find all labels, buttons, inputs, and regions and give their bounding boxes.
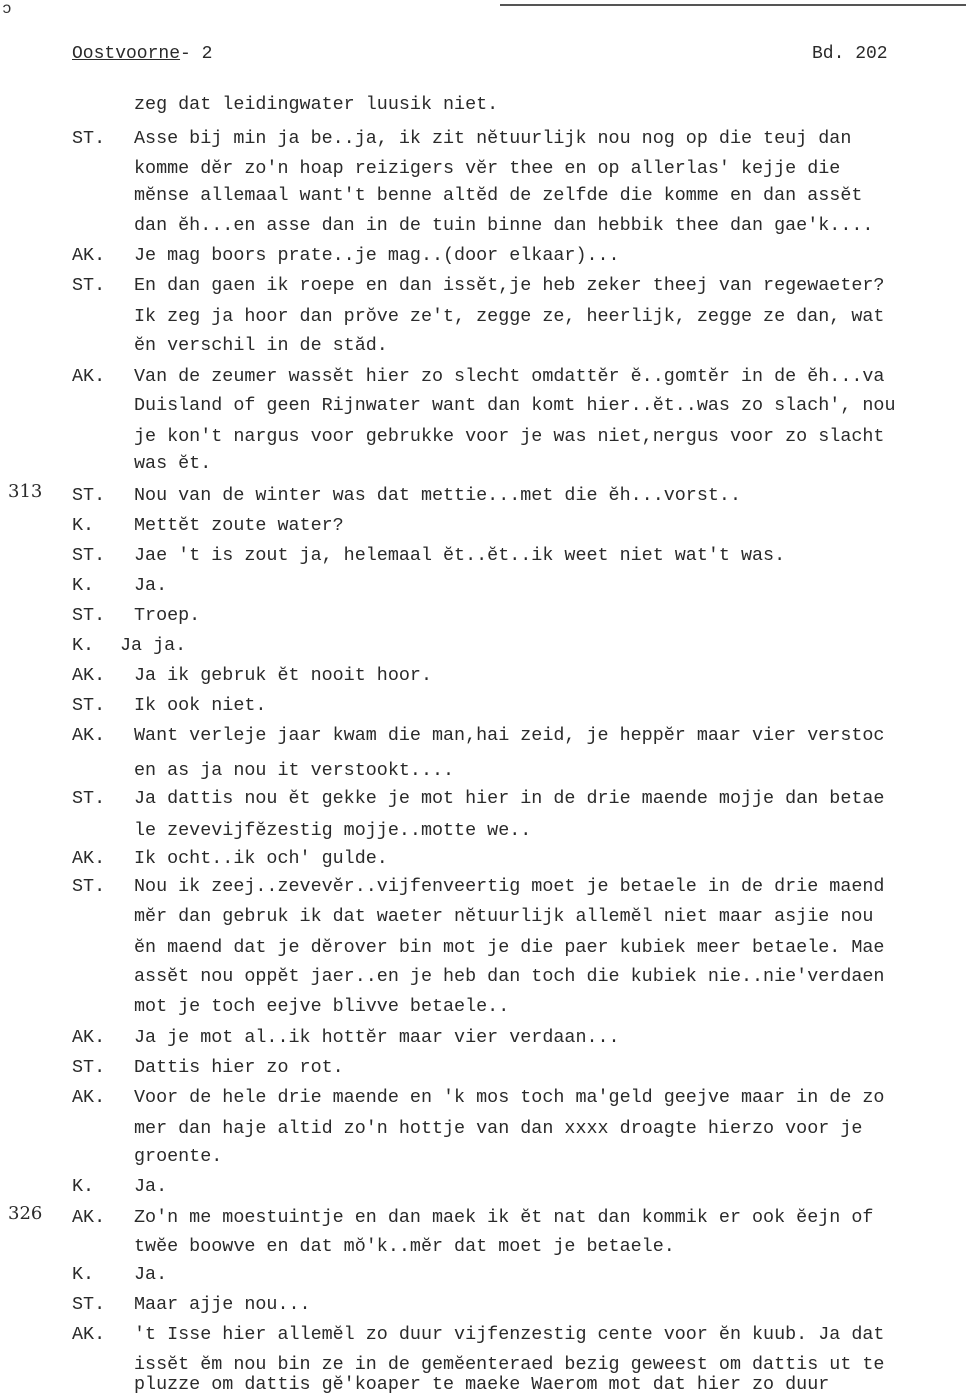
header-place: Oostvoorne [72,44,181,64]
transcript-line [0,758,966,784]
speaker-label: AK. [72,1207,106,1228]
transcript-line [0,904,966,930]
transcript-line [0,424,966,450]
top-rule [500,4,966,6]
transcript-line [0,964,966,990]
utterance-text: twĕe boowve en dat mŏ'k..mĕr dat moet je betaele. [134,1236,675,1257]
speaker-label: K. [72,635,95,656]
utterance-text: Ik ook niet. [134,695,267,716]
margin-number: 326 [8,1203,43,1224]
speaker-label: ST. [72,275,106,296]
transcript-line [0,1292,966,1318]
transcript-line [0,213,966,239]
transcript-line [0,543,966,569]
speaker-label: AK. [72,665,106,686]
transcript-line [0,603,966,629]
speaker-label: ST. [72,695,106,716]
utterance-text: ĕn verschil in de stăd. [134,335,388,356]
speaker-label: AK. [72,725,106,746]
speaker-label: ST. [72,1294,106,1315]
transcript-line [0,1085,966,1111]
speaker-label: ST. [72,1057,106,1078]
utterance-text: Ja ik gebruk ĕt nooit hoor. [134,665,432,686]
utterance-text: Je mag boors prate..je mag..(door elkaar)... [134,245,620,266]
utterance-text: Nou van de winter was dat mettie...met die ĕh...vorst.. [134,485,741,506]
transcript-line [0,633,966,659]
transcript-line [0,1174,966,1200]
transcript-line [0,156,966,182]
utterance-text: le zevevijfĕzestig mojje..motte we.. [134,820,532,841]
transcript-line [0,1262,966,1288]
utterance-text: Van de zeumer wassĕt hier zo slecht omdattĕr ĕ..gomtĕr in de ĕh...va [134,366,885,387]
speaker-label: AK. [72,1027,106,1048]
utterance-text: Ja dattis nou ĕt gekke je mot hier in de drie maende mojje dan betae [134,788,885,809]
transcript-line [0,243,966,269]
speaker-label: ST. [72,876,106,897]
utterance-text: En dan gaen ik roepe en dan issĕt,je heb zeker theej van regewaeter? [134,275,885,296]
page-header-reference: Bd. 202 [812,44,888,64]
utterance-text: Mettĕt zoute water? [134,515,344,536]
transcript-line [0,874,966,900]
transcript-line [0,723,966,749]
transcript-line [0,1372,966,1394]
speaker-label: ST. [72,485,106,506]
transcript-line [0,1116,966,1142]
utterance-text: Ik zeg ja hoor dan prŏve ze't, zegge ze, heerlijk, zegge ze dan, wat [134,306,885,327]
utterance-text: Ja. [134,1264,168,1285]
transcript-line [0,786,966,812]
utterance-text: pluzze om dattis gĕ'koaper te maeke Waerom mot dat hier zo duur [134,1374,830,1394]
transcript-line [0,1144,966,1170]
speaker-label: AK. [72,1087,106,1108]
transcript-line [0,183,966,209]
utterance-text: Zo'n me moestuintje en dan maek ik ĕt nat dan kommik er ook ĕejn of [134,1207,874,1228]
transcript-line [0,483,966,509]
utterance-text: zeg dat leidingwater luusik niet. [134,94,499,115]
utterance-text: Maar ajje nou... [134,1294,311,1315]
utterance-text: Dattis hier zo rot. [134,1057,344,1078]
speaker-label: ST. [72,545,106,566]
transcript-line [0,1055,966,1081]
transcript-line [0,273,966,299]
utterance-text: Ja ja. [120,635,187,656]
transcript-line [0,935,966,961]
speaker-label: AK. [72,366,106,387]
utterance-text: Ja. [134,1176,168,1197]
transcript-line [0,126,966,152]
speaker-label: AK. [72,848,106,869]
page-header-location [72,44,212,64]
transcript-line [0,1205,966,1231]
speaker-label: AK. [72,245,106,266]
utterance-text: Jae 't is zout ja, helemaal ĕt..ĕt..ik weet niet wat't was. [134,545,786,566]
utterance-text: issĕt ĕm nou bin ze in de gemĕenteraed bezig geweest om dattis ut te [134,1354,885,1375]
transcript-line [0,333,966,359]
utterance-text: Nou ik zeej..zevevĕr..vijfenveertig moet je betaele in de drie maend [134,876,885,897]
speaker-label: ST. [72,605,106,626]
utterance-text: dan ĕh...en asse dan in de tuin binne dan hebbik thee dan gae'k.... [134,215,874,236]
transcript-line [0,573,966,599]
transcript-line [0,1234,966,1260]
utterance-text: Ik ocht..ik och' gulde. [134,848,388,869]
utterance-text: Troep. [134,605,201,626]
transcript-line [0,1322,966,1348]
speaker-label: K. [72,1264,95,1285]
header-suffix: - 2 [180,44,213,64]
utterance-text: groente. [134,1146,223,1167]
speaker-label: K. [72,515,95,536]
utterance-text: Ja je mot al..ik hottĕr maar vier verdaan... [134,1027,620,1048]
utterance-text: was ĕt. [134,453,212,474]
transcript-line [0,818,966,844]
utterance-text: assĕt nou oppĕt jaer..en je heb dan toch die kubiek nie..nie'verdaen [134,966,885,987]
utterance-text: Asse bij min ja be..ja, ik zit nĕtuurlijk nou nog op die teuj dan [134,128,852,149]
speaker-label: ST. [72,128,106,149]
transcript-line [0,393,966,419]
transcript-line [0,663,966,689]
utterance-text: mot je toch eejve blivve betaele.. [134,996,510,1017]
transcript-line [0,364,966,390]
utterance-text: Want verleje jaar kwam die man,hai zeid, je heppĕr maar vier verstoc [134,725,885,746]
utterance-text: mer dan haje altid zo'n hottje van dan xxxx droagte hierzo voor je [134,1118,863,1139]
transcript-line [0,451,966,477]
speaker-label: K. [72,1176,95,1197]
transcript-line [0,304,966,330]
utterance-text: ĕn maend dat je dĕrover bin mot je die paer kubiek meer betaele. Mae [134,937,885,958]
speaker-label: K. [72,575,95,596]
speaker-label: AK. [72,1324,106,1345]
margin-number: 313 [8,481,43,502]
corner-mark: ɔ [2,0,12,18]
utterance-text: Ja. [134,575,168,596]
utterance-text: mĕnse allemaal want't benne altĕd de zelfde die komme en dan assĕt [134,185,863,206]
utterance-text: je kon't nargus voor gebrukke voor je was niet,nergus voor zo slacht [134,426,885,447]
speaker-label: ST. [72,788,106,809]
utterance-text: komme dĕr zo'n hoap reizigers vĕr thee en op allerlas' kejje die [134,158,841,179]
utterance-text: mĕr dan gebruk ik dat waeter nĕtuurlijk allemĕl niet maar asjie nou [134,906,874,927]
transcript-line [0,513,966,539]
transcript-line [0,92,966,118]
transcript-line [0,846,966,872]
transcript-line [0,994,966,1020]
utterance-text: 't Isse hier allemĕl zo duur vijfenzestig cente voor ĕn kuub. Ja dat [134,1324,885,1345]
utterance-text: en as ja nou it verstookt.... [134,760,455,781]
transcript-line [0,1025,966,1051]
utterance-text: Duisland of geen Rijnwater want dan komt hier..ĕt..was zo slach', nou [134,395,896,416]
utterance-text: Voor de hele drie maende en 'k mos toch ma'geld geejve maar in de zo [134,1087,885,1108]
transcript-line [0,693,966,719]
